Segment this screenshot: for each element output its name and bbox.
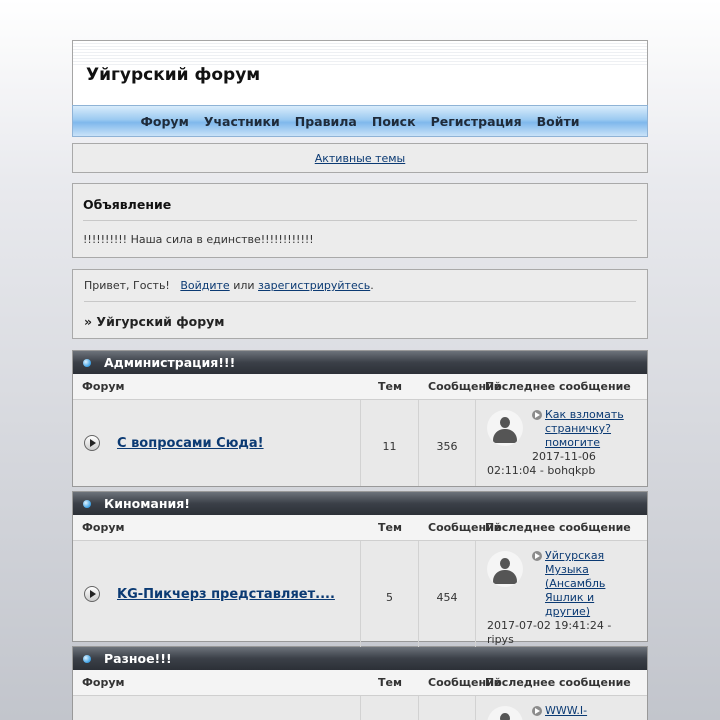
active-topics-link[interactable]: Активные темы (314, 151, 406, 165)
forum-row (73, 696, 647, 720)
category-title: Киномания! (104, 496, 190, 511)
period-text: . (370, 279, 374, 292)
nav-login[interactable]: Войти (536, 113, 580, 129)
login-link[interactable]: Войдите (180, 279, 230, 292)
forum-link[interactable]: С вопросами Сюда! (117, 435, 264, 451)
announcement-box (72, 183, 648, 258)
register-link[interactable]: зарегистрируйтесь (258, 279, 371, 292)
avatar-icon (487, 706, 523, 720)
play-icon (84, 586, 100, 602)
col-last-post: Последнее сообщение (485, 521, 631, 534)
forum-row (73, 541, 647, 646)
last-post-time-author: 02:11:04 - bohqkpb (487, 464, 596, 477)
category-header (73, 492, 647, 515)
forum-row (73, 400, 647, 486)
topics-count: 5 (361, 541, 419, 647)
col-topics: Тем (378, 676, 402, 689)
site-title: Уйгурский форум (86, 65, 261, 85)
active-topics-bar (72, 143, 648, 173)
bullet-icon (83, 500, 91, 508)
page-wrapper (72, 40, 648, 720)
bullet-icon (83, 359, 91, 367)
last-topic-link[interactable]: WWW.I- (545, 704, 588, 717)
announcement-title: Объявление (83, 184, 637, 221)
col-forum: Форум (82, 521, 125, 534)
nav-search[interactable]: Поиск (371, 113, 416, 129)
nav-rules[interactable]: Правила (294, 113, 357, 129)
topics-count: 11 (361, 400, 419, 486)
col-topics: Тем (378, 380, 402, 393)
category-title: Разное!!! (104, 651, 172, 666)
main-nav (72, 105, 648, 137)
announcement-text: !!!!!!!!!! Наша сила в единстве!!!!!!!!!!!! (83, 233, 314, 246)
last-post-cell (476, 696, 647, 720)
last-topic-link[interactable]: Уйгурская Музыка (Ансамбль Яшлик и другие) (545, 549, 606, 618)
arrow-right-icon (532, 410, 542, 420)
category-header (73, 647, 647, 670)
col-forum: Форум (82, 676, 125, 689)
last-topic-link[interactable]: Как взломать страничку? помогите (545, 408, 624, 449)
avatar-icon (487, 551, 523, 587)
last-post-cell (476, 400, 647, 486)
col-posts: Сообщений (428, 521, 502, 534)
avatar-icon (487, 410, 523, 446)
posts-count: 356 (419, 400, 476, 486)
topics-count (361, 696, 419, 720)
site-header (72, 40, 648, 105)
welcome-line (84, 270, 636, 302)
last-post-cell (476, 541, 647, 647)
posts-count (419, 696, 476, 720)
category-header (73, 351, 647, 374)
col-forum: Форум (82, 380, 125, 393)
category-title: Администрация!!! (104, 355, 236, 370)
category-block (72, 350, 648, 487)
arrow-right-icon (532, 551, 542, 561)
arrow-right-icon (532, 706, 542, 716)
col-posts: Сообщений (428, 380, 502, 393)
play-icon (84, 435, 100, 451)
category-block (72, 491, 648, 646)
column-headers (73, 670, 647, 696)
posts-count: 454 (419, 541, 476, 647)
col-last-post: Последнее сообщение (485, 380, 631, 393)
greeting: Привет, Гость! (84, 279, 170, 292)
column-headers (73, 374, 647, 400)
last-post-date: 2017-11-06 (532, 450, 596, 463)
or-text: или (233, 279, 255, 292)
col-posts: Сообщений (428, 676, 502, 689)
column-headers (73, 515, 647, 541)
welcome-box (72, 269, 648, 339)
bullet-icon (83, 655, 91, 663)
nav-register[interactable]: Регистрация (430, 113, 522, 129)
nav-members[interactable]: Участники (203, 113, 280, 129)
last-post-date: 2017-07-02 19:41:24 - (487, 619, 612, 632)
col-last-post: Последнее сообщение (485, 676, 631, 689)
last-post-author: ripys (487, 633, 514, 646)
forum-link[interactable]: KG-Пикчерз представляет.... (117, 586, 335, 602)
nav-forum[interactable]: Форум (140, 113, 189, 129)
breadcrumb: » Уйгурский форум (84, 314, 225, 329)
category-block (72, 646, 648, 720)
col-topics: Тем (378, 521, 402, 534)
